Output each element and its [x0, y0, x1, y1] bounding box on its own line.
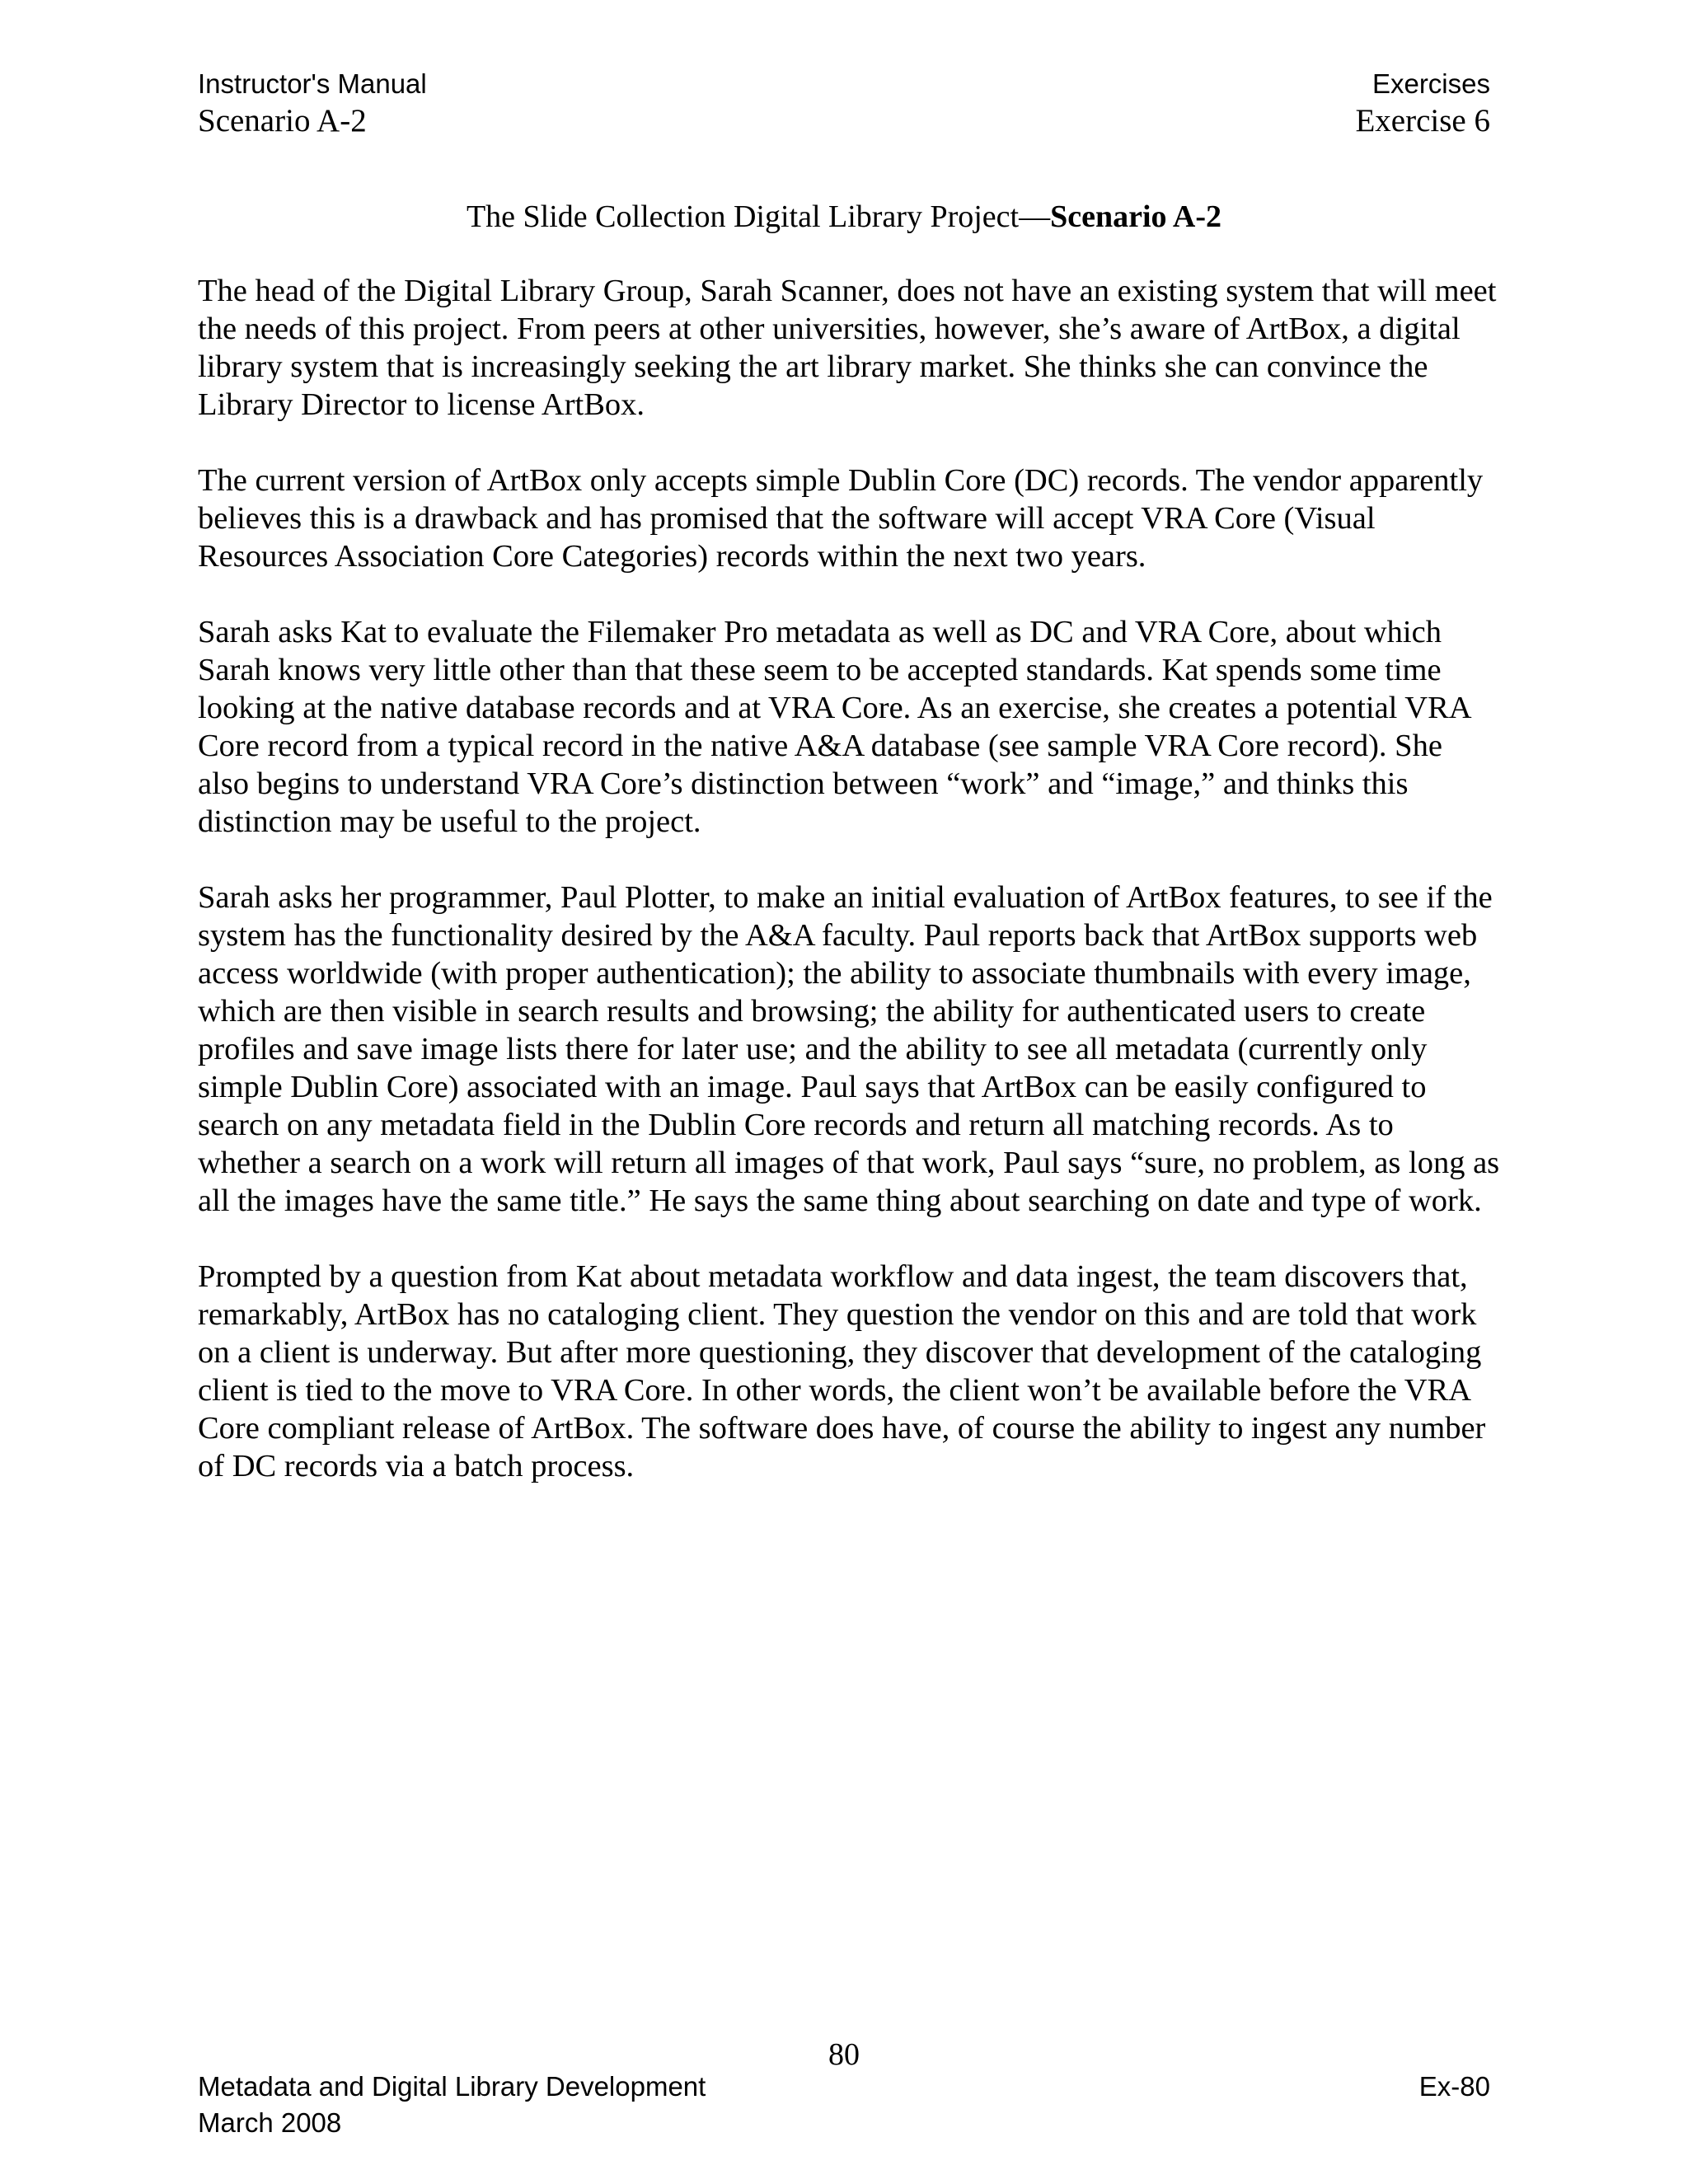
paragraph-3: Sarah asks Kat to evaluate the Filemaker Pro metadata as well as DC and VRA Core, about which Sarah knows very little other than that these seem to be accepted standards. Kat spends some time looking at the native database records and at VRA Core. As an exercise, she creates a potential VRA Core record from a typical record in the native A&A database (see sample VRA Core record). She also begins to understand VRA Core’s distinction between “work” and “image,” and thinks this distinction may be useful to the project.	[198, 615, 1470, 839]
header-manual-label: Instructor's Manual	[198, 68, 427, 99]
paragraph-5: Prompted by a question from Kat about metadata workflow and data ingest, the team discovers that, remarkably, ArtBox has no cataloging client. They question the vendor on this and are told that work on a client is underway. But after more questioning, they discover that development of the cataloging client is tied to the move to VRA Core. In other words, the client won’t be available before the VRA Core compliant release of ArtBox. The software does have, of course the ability to ingest any number of DC records via a batch process.	[198, 1259, 1486, 1483]
page-number: 80	[828, 2037, 860, 2072]
paragraph-1: The head of the Digital Library Group, Sarah Scanner, does not have an existing system that will meet the needs of this project. From peers at other universities, however, she’s aware of ArtBox, a digital library system that is increasingly seeking the art library market. She thinks she can convince the Library Director to license ArtBox.	[198, 274, 1497, 422]
header-exercise-number: Exercise 6	[1355, 103, 1490, 138]
header-exercises-label: Exercises	[1372, 68, 1490, 99]
footer-left	[198, 2069, 706, 2141]
header-left	[198, 66, 427, 140]
footer-right	[1419, 2069, 1490, 2105]
document-body	[198, 272, 1500, 1523]
footer-page-code: Ex-80	[1418, 2071, 1490, 2102]
title-bold: Scenario A-2	[1050, 199, 1222, 234]
paragraph-2: The current version of ArtBox only accepts simple Dublin Core (DC) records. The vendor apparently believes this is a drawback and has promised that the software will accept VRA Core (Visual Resources Association Core Categories) records within the next two years.	[198, 463, 1484, 574]
header-scenario-label: Scenario A-2	[198, 103, 367, 138]
document-title	[198, 196, 1490, 237]
paragraph-4: Sarah asks her programmer, Paul Plotter, to make an initial evaluation of ArtBox features, to see if the system has the functionality desired by the A&A faculty. Paul reports back that ArtBox supports web access worldwide (with proper authentication); the ability to associate thumbnails with every image, which are then visible in search results and browsing; the ability for authenticated users to create profiles and save image lists there for later use; and the ability to see all metadata (currently only simple Dublin Core) associated with an image. Paul says that ArtBox can be easily configured to search on any metadata field in the Dublin Core records and return all matching records. As to whether a search on a work will return all images of that work, Paul says “sure, no problem, as long as all the images have the same title.” He says the same thing about searching on date and type of work.	[198, 880, 1500, 1218]
header-right	[1355, 66, 1490, 140]
footer-course-title: Metadata and Digital Library Development	[198, 2071, 706, 2102]
footer-date: March 2008	[198, 2107, 342, 2138]
title-main: The Slide Collection Digital Library Project—	[466, 199, 1051, 234]
